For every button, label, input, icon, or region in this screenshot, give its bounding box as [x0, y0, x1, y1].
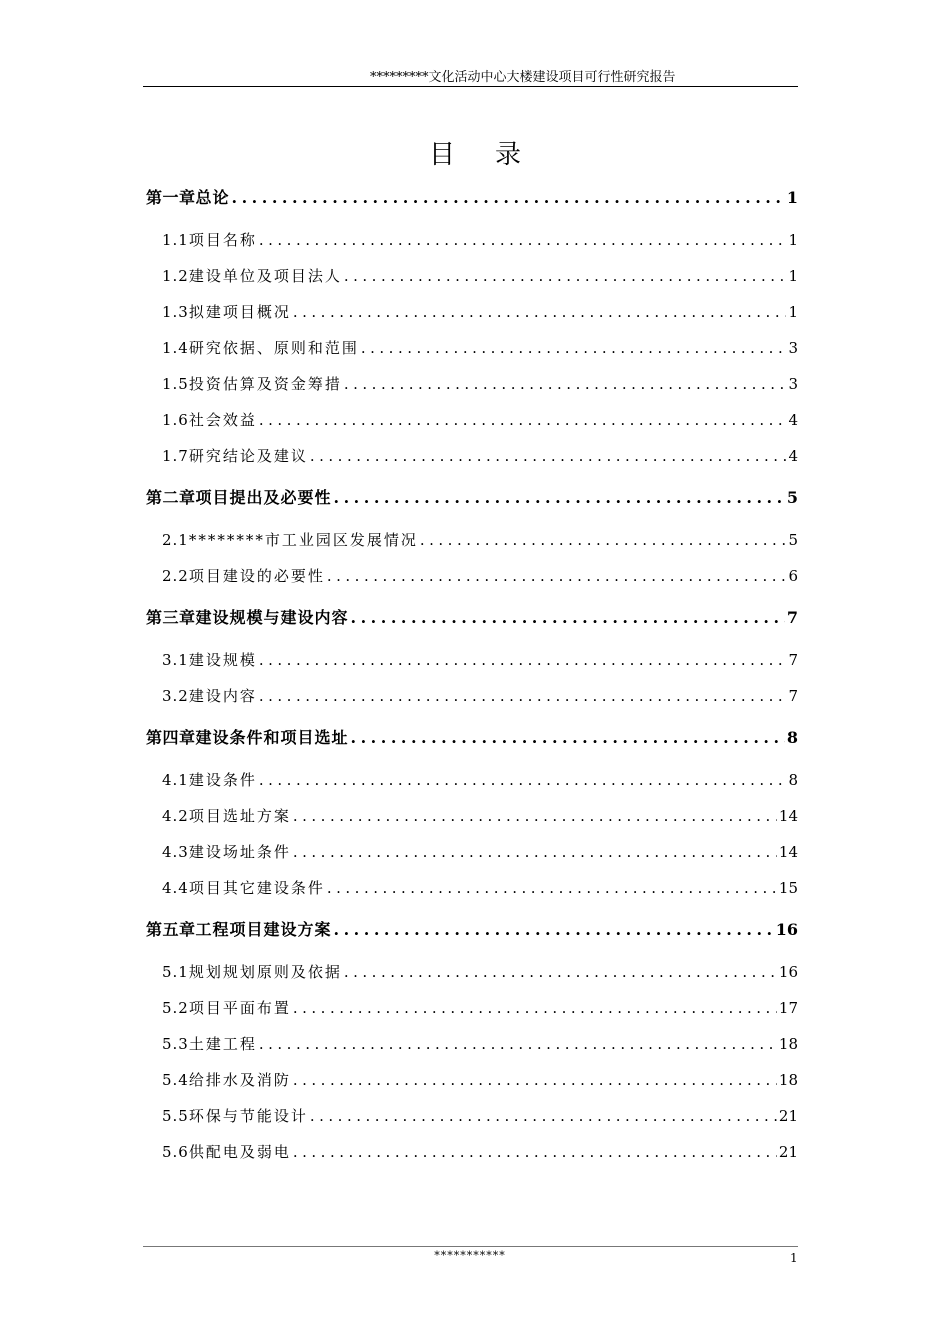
toc-entry-number: 第二章: [146, 488, 196, 507]
toc-dot-leader: [344, 258, 787, 294]
toc-entry-label: 项目名称: [188, 231, 257, 249]
toc-dot-leader: [351, 600, 785, 636]
toc-section-entry[interactable]: [146, 222, 798, 258]
toc-dot-leader: [344, 954, 777, 990]
toc-entry-page: 4: [788, 447, 798, 465]
toc-entry-label: 建设条件: [188, 771, 257, 789]
footer-rule: [143, 1246, 798, 1247]
toc-entry-label: 项目其它建设条件: [188, 879, 325, 897]
toc-entry-page: 5: [788, 531, 798, 549]
toc-title: 目录: [428, 140, 561, 170]
toc-entry-page: 16: [778, 963, 798, 981]
toc-entry-page: 1: [788, 303, 798, 321]
toc-dot-leader: [293, 294, 787, 330]
toc-section-entry[interactable]: [146, 558, 798, 594]
toc-entry-page: 21: [778, 1143, 798, 1161]
toc-entry-page: 16: [775, 920, 798, 939]
toc-entry-label: 建设场址条件: [188, 843, 291, 861]
toc-section-entry[interactable]: [146, 1062, 798, 1098]
toc-entry-label: 建设条件和项目选址: [195, 728, 349, 747]
toc-section-entry[interactable]: [146, 762, 798, 798]
toc-entry-number: 5.1: [162, 963, 189, 981]
toc-entry-number: 2.1: [162, 531, 189, 549]
toc-entry-page: 14: [778, 843, 798, 861]
toc-entry-number: 4.3: [162, 843, 189, 861]
toc-entry-number: 2.2: [162, 567, 189, 585]
toc-dot-leader: [327, 558, 787, 594]
toc-entry-label: 总论: [195, 188, 230, 207]
toc-entry-label: 项目平面布置: [188, 999, 291, 1017]
toc-dot-leader: [232, 180, 785, 216]
toc-entry-page: 17: [778, 999, 798, 1017]
toc-entry-label: 项目建设的必要性: [188, 567, 325, 585]
toc-dot-leader: [259, 1026, 777, 1062]
toc-section-entry[interactable]: [146, 1098, 798, 1134]
toc-section-entry[interactable]: [146, 294, 798, 330]
toc-entry-label: 土建工程: [188, 1035, 257, 1053]
toc-entry-page: 15: [778, 879, 798, 897]
toc-entry-number: 5.2: [162, 999, 189, 1017]
toc-chapter-entry[interactable]: [146, 912, 798, 948]
toc-entry-label: 规划规划原则及依据: [188, 963, 342, 981]
toc-entry-label: 项目选址方案: [188, 807, 291, 825]
toc-entry-page: 7: [786, 608, 798, 627]
toc-entry-page: 8: [788, 771, 798, 789]
toc-entry-page: 21: [778, 1107, 798, 1125]
toc-entry-number: 1.3: [162, 303, 189, 321]
toc-entry-number: 1.2: [162, 267, 189, 285]
toc-dot-leader: [334, 912, 774, 948]
toc-dot-leader: [259, 642, 787, 678]
toc-dot-leader: [310, 438, 787, 474]
toc-entry-number: 第四章: [146, 728, 196, 747]
toc-entry-label: 社会效益: [188, 411, 257, 429]
toc-entry-label: 工程项目建设方案: [195, 920, 332, 939]
toc-dot-leader: [259, 678, 787, 714]
toc-entry-page: 1: [786, 188, 798, 207]
toc-entry-page: 18: [778, 1035, 798, 1053]
toc-section-entry[interactable]: [146, 1026, 798, 1062]
toc-entry-number: 5.4: [162, 1071, 189, 1089]
toc-dot-leader: [259, 222, 787, 258]
toc-entry-page: 4: [788, 411, 798, 429]
toc-entry-label: 建设规模: [188, 651, 257, 669]
toc-chapter-entry[interactable]: [146, 180, 798, 216]
toc-entry-page: 6: [788, 567, 798, 585]
toc-section-entry[interactable]: [146, 402, 798, 438]
toc-dot-leader: [344, 366, 787, 402]
toc-chapter-entry[interactable]: [146, 720, 798, 756]
toc-section-entry[interactable]: [146, 678, 798, 714]
toc-section-entry[interactable]: [146, 522, 798, 558]
toc-entry-number: 第一章: [146, 188, 196, 207]
toc-entry-number: 4.4: [162, 879, 189, 897]
toc-section-entry[interactable]: [146, 366, 798, 402]
toc-dot-leader: [351, 720, 785, 756]
toc-entry-page: 3: [788, 375, 798, 393]
page-number: 1: [790, 1251, 798, 1265]
toc-entry-number: 4.2: [162, 807, 189, 825]
toc-entry-number: 5.5: [162, 1107, 189, 1125]
toc-chapter-entry[interactable]: [146, 480, 798, 516]
toc-dot-leader: [420, 522, 787, 558]
toc-entry-number: 第五章: [146, 920, 196, 939]
toc-entry-label: 研究结论及建议: [188, 447, 308, 465]
toc-dot-leader: [293, 834, 777, 870]
toc-dot-leader: [293, 1134, 777, 1170]
running-header: *********文化活动中心大楼建设项目可行性研究报告: [370, 70, 676, 85]
toc-section-entry[interactable]: [146, 1134, 798, 1170]
toc-entry-number: 1.6: [162, 411, 189, 429]
toc-chapter-entry[interactable]: [146, 600, 798, 636]
toc-entry-number: 4.1: [162, 771, 189, 789]
toc-entry-label: 建设单位及项目法人: [188, 267, 342, 285]
toc-dot-leader: [293, 990, 777, 1026]
toc-entry-number: 5.6: [162, 1143, 189, 1161]
toc-dot-leader: [259, 402, 787, 438]
toc-dot-leader: [259, 762, 787, 798]
toc-entry-number: 1.5: [162, 375, 189, 393]
toc-section-entry[interactable]: [146, 870, 798, 906]
toc-section-entry[interactable]: [146, 258, 798, 294]
header-rule: [143, 86, 798, 87]
toc-entry-page: 3: [788, 339, 798, 357]
toc-entry-page: 7: [788, 651, 798, 669]
toc-entry-page: 1: [788, 231, 798, 249]
toc-entry-page: 8: [786, 728, 798, 747]
toc-dot-leader: [310, 1098, 777, 1134]
toc-section-entry[interactable]: [146, 954, 798, 990]
toc-entry-number: 第三章: [146, 608, 196, 627]
footer-text: ***********: [434, 1249, 506, 1262]
toc-entry-number: 3.1: [162, 651, 189, 669]
toc-section-entry[interactable]: [146, 990, 798, 1026]
toc-entry-label: 建设规模与建设内容: [195, 608, 349, 627]
toc-section-entry[interactable]: [146, 438, 798, 474]
toc-entry-label: ********市工业园区发展情况: [188, 531, 418, 549]
toc-section-entry[interactable]: [146, 834, 798, 870]
toc-entry-label: 建设内容: [188, 687, 257, 705]
toc-section-entry[interactable]: [146, 642, 798, 678]
toc-dot-leader: [334, 480, 785, 516]
toc-entry-page: 18: [778, 1071, 798, 1089]
toc-dot-leader: [293, 1062, 777, 1098]
toc-entry-number: 1.7: [162, 447, 189, 465]
toc-entry-label: 项目提出及必要性: [195, 488, 332, 507]
toc-entry-number: 1.1: [162, 231, 189, 249]
toc-dot-leader: [361, 330, 787, 366]
toc-entry-label: 拟建项目概况: [188, 303, 291, 321]
toc-entry-number: 5.3: [162, 1035, 189, 1053]
table-of-contents: [146, 180, 798, 1170]
toc-section-entry[interactable]: [146, 798, 798, 834]
toc-entry-number: 3.2: [162, 687, 189, 705]
toc-entry-label: 投资估算及资金筹措: [188, 375, 342, 393]
toc-entry-page: 14: [778, 807, 798, 825]
toc-entry-number: 1.4: [162, 339, 189, 357]
toc-entry-page: 1: [788, 267, 798, 285]
toc-dot-leader: [327, 870, 777, 906]
toc-entry-label: 供配电及弱电: [188, 1143, 291, 1161]
toc-dot-leader: [293, 798, 777, 834]
toc-entry-label: 给排水及消防: [188, 1071, 291, 1089]
toc-entry-page: 7: [788, 687, 798, 705]
toc-entry-label: 研究依据、原则和范围: [188, 339, 359, 357]
toc-section-entry[interactable]: [146, 330, 798, 366]
toc-entry-page: 5: [786, 488, 798, 507]
toc-entry-label: 环保与节能设计: [188, 1107, 308, 1125]
